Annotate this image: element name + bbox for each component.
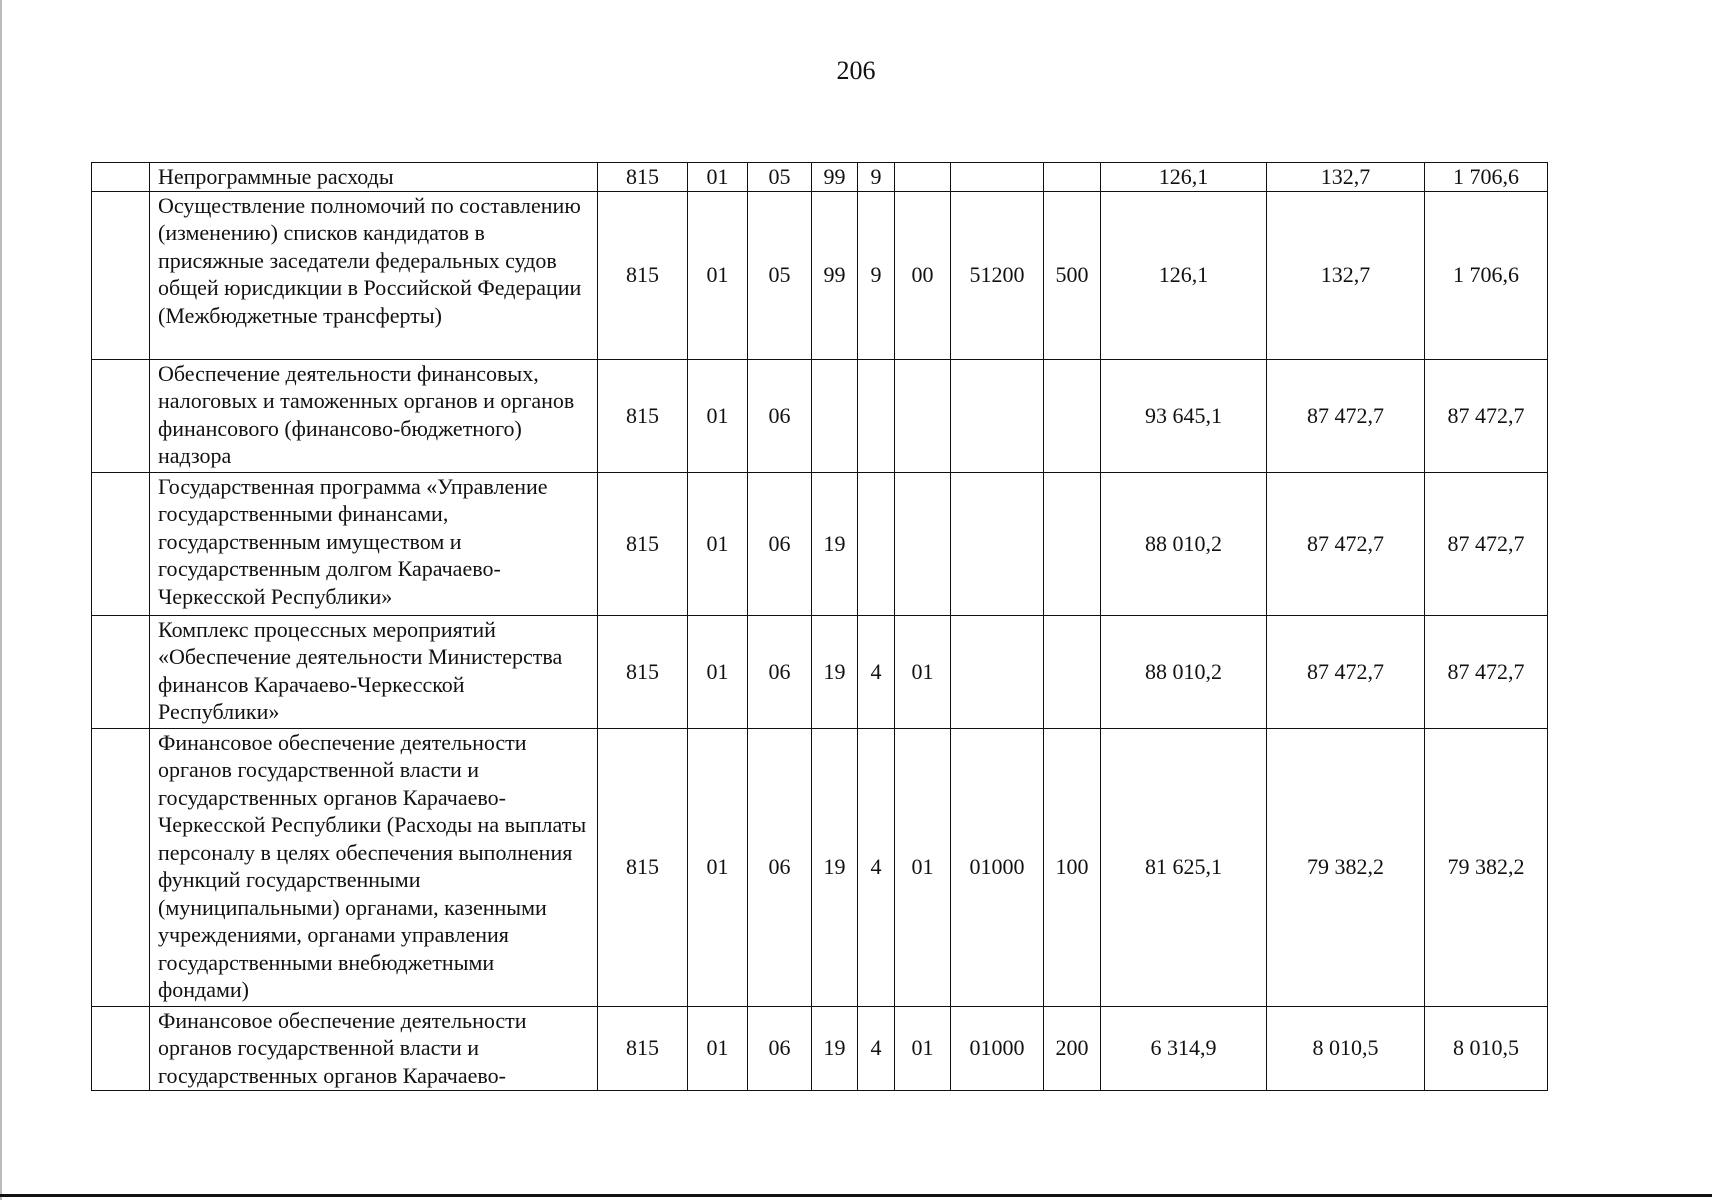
code-cell-c4: 19 — [812, 1006, 858, 1090]
row-index-cell — [92, 163, 150, 192]
amount-cell-v2: 132,7 — [1267, 163, 1425, 192]
code-cell-c7 — [951, 472, 1044, 615]
code-cell-c3: 05 — [748, 191, 812, 359]
row-index-cell — [92, 359, 150, 472]
code-cell-c5: 9 — [858, 191, 895, 359]
row-name-cell: Осуществление полномочий по составлению (изменению) списков кандидатов в присяжные заседатели федеральных судов общей юрисдикции в Российской Федерации (Межбюджетные трансферты) — [150, 191, 598, 359]
code-cell-c6: 01 — [895, 615, 951, 728]
code-cell-c5: 4 — [858, 615, 895, 728]
page-number: 206 — [836, 56, 876, 85]
code-cell-c4: 19 — [812, 615, 858, 728]
row-index-cell — [92, 1006, 150, 1090]
code-cell-c4: 99 — [812, 163, 858, 192]
row-name-cell: Непрограммные расходы — [150, 163, 598, 192]
code-cell-c5: 4 — [858, 728, 895, 1006]
amount-cell-v2: 79 382,2 — [1267, 728, 1425, 1006]
code-cell-c6: 00 — [895, 191, 951, 359]
code-cell-c3: 06 — [748, 1006, 812, 1090]
table-row — [92, 728, 1548, 1006]
budget-table — [91, 162, 1548, 1091]
code-cell-c8 — [1044, 359, 1101, 472]
scan-bottom-edge — [0, 1194, 1712, 1197]
code-cell-c5: 9 — [858, 163, 895, 192]
row-name-cell: Государственная программа «Управление государственными финансами, государственным имуществом и государственным долгом Карачаево-Черкесской Республики» — [150, 472, 598, 615]
code-cell-c7: 01000 — [951, 1006, 1044, 1090]
row-name-cell: Финансовое обеспечение деятельности органов государственной власти и государственных органов Карачаево- — [150, 1006, 598, 1090]
code-cell-c7 — [951, 163, 1044, 192]
code-cell-c7: 01000 — [951, 728, 1044, 1006]
code-cell-c4: 19 — [812, 472, 858, 615]
row-name-cell: Финансовое обеспечение деятельности органов государственной власти и государственных органов Карачаево-Черкесской Республики (Расходы на выплаты персоналу в целях обеспечения выполнения функций государственными (муниципальными) органами, казенными учреждениями, органами управления государственными внебюджетными фондами) — [150, 728, 598, 1006]
code-cell-c8 — [1044, 472, 1101, 615]
code-cell-c7 — [951, 359, 1044, 472]
code-cell-c3: 06 — [748, 472, 812, 615]
row-index-cell — [92, 472, 150, 615]
code-cell-c8 — [1044, 615, 1101, 728]
code-cell-c3: 05 — [748, 163, 812, 192]
code-cell-c6 — [895, 163, 951, 192]
code-cell-c1: 815 — [598, 191, 688, 359]
amount-cell-v1: 81 625,1 — [1101, 728, 1267, 1006]
table-row — [92, 163, 1548, 192]
row-index-cell — [92, 191, 150, 359]
table-row — [92, 359, 1548, 472]
code-cell-c2: 01 — [688, 191, 748, 359]
amount-cell-v2: 8 010,5 — [1267, 1006, 1425, 1090]
table-row — [92, 472, 1548, 615]
code-cell-c3: 06 — [748, 359, 812, 472]
code-cell-c8: 100 — [1044, 728, 1101, 1006]
amount-cell-v1: 126,1 — [1101, 191, 1267, 359]
code-cell-c6: 01 — [895, 728, 951, 1006]
code-cell-c8 — [1044, 163, 1101, 192]
code-cell-c1: 815 — [598, 1006, 688, 1090]
amount-cell-v3: 8 010,5 — [1425, 1006, 1548, 1090]
code-cell-c5 — [858, 472, 895, 615]
code-cell-c4: 19 — [812, 728, 858, 1006]
amount-cell-v3: 1 706,6 — [1425, 163, 1548, 192]
amount-cell-v3: 87 472,7 — [1425, 472, 1548, 615]
code-cell-c1: 815 — [598, 472, 688, 615]
code-cell-c7: 51200 — [951, 191, 1044, 359]
amount-cell-v2: 87 472,7 — [1267, 359, 1425, 472]
code-cell-c1: 815 — [598, 728, 688, 1006]
table-row — [92, 191, 1548, 359]
row-index-cell — [92, 728, 150, 1006]
code-cell-c6: 01 — [895, 1006, 951, 1090]
code-cell-c6 — [895, 472, 951, 615]
code-cell-c2: 01 — [688, 728, 748, 1006]
code-cell-c3: 06 — [748, 728, 812, 1006]
code-cell-c5 — [858, 359, 895, 472]
code-cell-c5: 4 — [858, 1006, 895, 1090]
amount-cell-v2: 87 472,7 — [1267, 615, 1425, 728]
code-cell-c2: 01 — [688, 472, 748, 615]
row-index-cell — [92, 615, 150, 728]
table-body — [92, 163, 1548, 1091]
code-cell-c2: 01 — [688, 359, 748, 472]
amount-cell-v3: 87 472,7 — [1425, 615, 1548, 728]
code-cell-c6 — [895, 359, 951, 472]
code-cell-c4 — [812, 359, 858, 472]
code-cell-c8: 500 — [1044, 191, 1101, 359]
amount-cell-v1: 88 010,2 — [1101, 615, 1267, 728]
amount-cell-v1: 126,1 — [1101, 163, 1267, 192]
row-name-cell: Комплекс процессных мероприятий «Обеспечение деятельности Министерства финансов Карачаево-Черкесской Республики» — [150, 615, 598, 728]
code-cell-c8: 200 — [1044, 1006, 1101, 1090]
amount-cell-v3: 79 382,2 — [1425, 728, 1548, 1006]
table-row — [92, 615, 1548, 728]
code-cell-c3: 06 — [748, 615, 812, 728]
amount-cell-v3: 1 706,6 — [1425, 191, 1548, 359]
table-row — [92, 1006, 1548, 1090]
code-cell-c2: 01 — [688, 163, 748, 192]
amount-cell-v2: 87 472,7 — [1267, 472, 1425, 615]
amount-cell-v1: 6 314,9 — [1101, 1006, 1267, 1090]
code-cell-c7 — [951, 615, 1044, 728]
code-cell-c4: 99 — [812, 191, 858, 359]
code-cell-c1: 815 — [598, 359, 688, 472]
code-cell-c1: 815 — [598, 615, 688, 728]
amount-cell-v2: 132,7 — [1267, 191, 1425, 359]
code-cell-c2: 01 — [688, 615, 748, 728]
code-cell-c2: 01 — [688, 1006, 748, 1090]
row-name-cell: Обеспечение деятельности финансовых, налоговых и таможенных органов и органов финансового (финансово-бюджетного) надзора — [150, 359, 598, 472]
scan-left-edge — [0, 0, 2, 1200]
code-cell-c1: 815 — [598, 163, 688, 192]
amount-cell-v1: 88 010,2 — [1101, 472, 1267, 615]
amount-cell-v1: 93 645,1 — [1101, 359, 1267, 472]
amount-cell-v3: 87 472,7 — [1425, 359, 1548, 472]
